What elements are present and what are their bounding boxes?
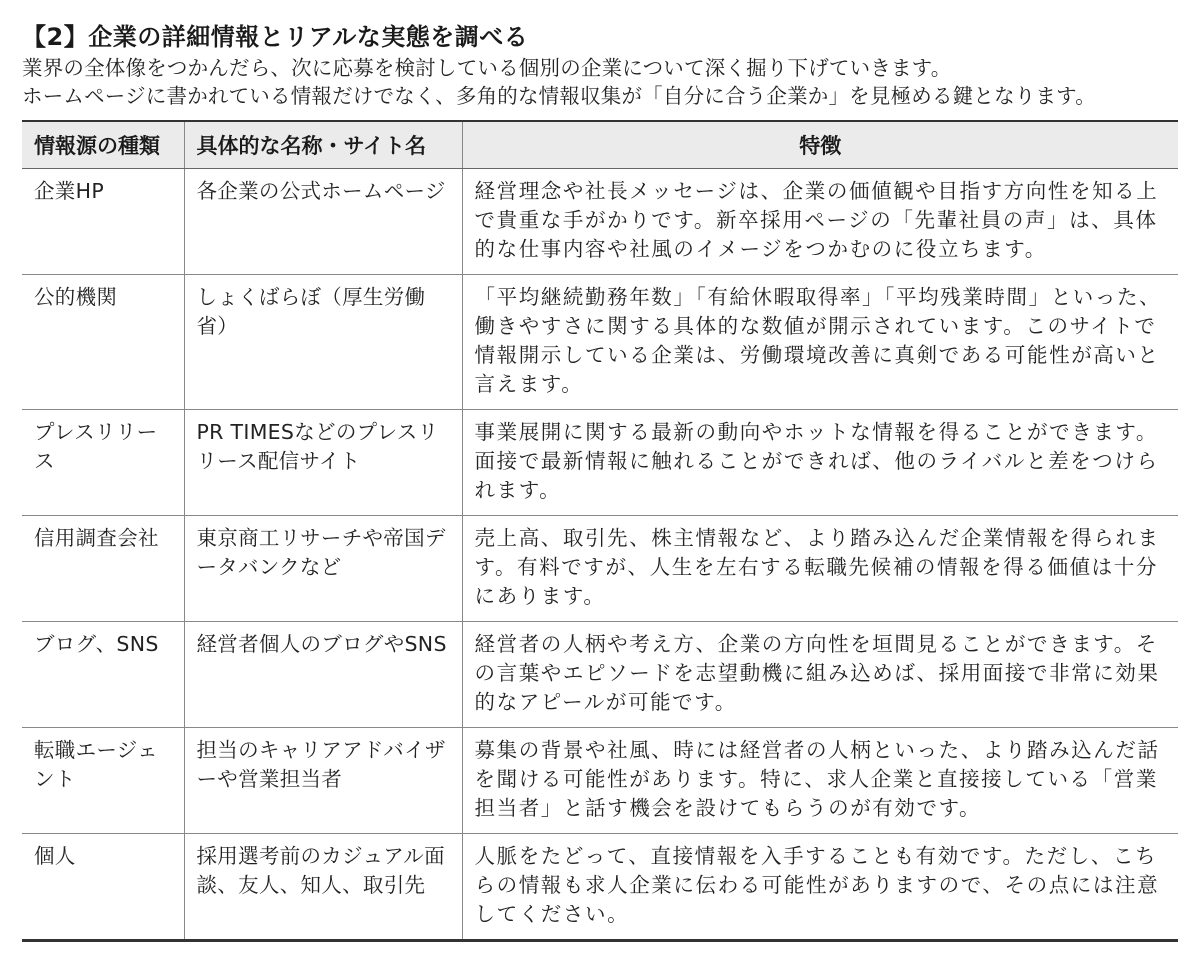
table-row bbox=[22, 516, 1178, 622]
cell-source-type: 信用調査会社 bbox=[22, 516, 184, 622]
cell-specific-name: 経営者個人のブログやSNS bbox=[184, 622, 462, 728]
cell-specific-name: 採用選考前のカジュアル面談、友人、知人、取引先 bbox=[184, 834, 462, 941]
cell-features: 経営者の人柄や考え方、企業の方向性を垣間見ることができます。その言葉やエピソードを志望動機に組み込めば、採用面接で非常に効果的なアピールが可能です。 bbox=[462, 622, 1178, 728]
cell-source-type: 個人 bbox=[34, 844, 76, 868]
table-row bbox=[22, 275, 1178, 410]
table-row bbox=[22, 169, 1178, 275]
section-heading: 【2】企業の詳細情報とリアルな実態を調べる bbox=[22, 23, 529, 51]
cell-specific-name: 担当のキャリアアドバイザーや営業担当者 bbox=[184, 728, 462, 834]
cell-source-type: 公的機関 bbox=[22, 275, 184, 410]
header-specific-name: 具体的な名称・サイト名 bbox=[184, 121, 462, 169]
header-features: 特徴 bbox=[462, 121, 1178, 169]
header-source-type: 情報源の種類 bbox=[22, 121, 184, 169]
cell-specific-name: PR TIMESなどのプレスリリース配信サイト bbox=[184, 410, 462, 516]
cell-source-type: ブログ、SNS bbox=[22, 622, 184, 728]
cell-specific-name: 東京商工リサーチや帝国データバンクなど bbox=[184, 516, 462, 622]
cell-features: 人脈をたどって、直接情報を入手することも有効です。ただし、こちらの情報も求人企業に伝わる可能性がありますので、その点には注意してください。 bbox=[462, 834, 1178, 941]
cell-features: 経営理念や社長メッセージは、企業の価値観や目指す方向性を知る上で貴重な手がかりです。新卒採用ページの「先輩社員の声」は、具体的な仕事内容や社風のイメージをつかむのに役立ちます。 bbox=[462, 169, 1178, 275]
table-row bbox=[22, 728, 1178, 834]
intro-line-2: ホームページに書かれている情報だけでなく、多角的な情報収集が「自分に合う企業か」を見極める鍵となります。 bbox=[22, 84, 1096, 108]
cell-features: 「平均継続勤務年数」「有給休暇取得率」「平均残業時間」といった、働きやすさに関する具体的な数値が開示されています。このサイトで情報開示している企業は、労働環境改善に真剣である可能性が高いと言えます。 bbox=[462, 275, 1178, 410]
table-row bbox=[22, 834, 1178, 941]
cell-features: 事業展開に関する最新の動向やホットな情報を得ることができます。面接で最新情報に触れることができれば、他のライバルと差をつけられます。 bbox=[462, 410, 1178, 516]
table-header-row bbox=[22, 121, 1178, 169]
cell-specific-name: 各企業の公式ホームページ bbox=[184, 169, 462, 275]
document-page bbox=[22, 20, 1178, 942]
table-row bbox=[22, 410, 1178, 516]
cell-features: 売上高、取引先、株主情報など、より踏み込んだ企業情報を得られます。有料ですが、人生を左右する転職先候補の情報を得る価値は十分にあります。 bbox=[462, 516, 1178, 622]
cell-features: 募集の背景や社風、時には経営者の人柄といった、より踏み込んだ話を聞ける可能性があります。特に、求人企業と直接接している「営業担当者」と話す機会を設けてもらうのが有効です。 bbox=[462, 728, 1178, 834]
cell-source-type: プレスリリース bbox=[22, 410, 184, 516]
table-row bbox=[22, 622, 1178, 728]
cell-specific-name: しょくばらぼ（厚生労働省） bbox=[184, 275, 462, 410]
cell-source-type: 企業HP bbox=[22, 169, 184, 275]
cell-source-type: 転職エージェント bbox=[22, 728, 184, 834]
intro-line-1: 業界の全体像をつかんだら、次に応募を検討している個別の企業について深く掘り下げていきます。 bbox=[22, 56, 952, 80]
information-sources-table bbox=[22, 120, 1178, 942]
